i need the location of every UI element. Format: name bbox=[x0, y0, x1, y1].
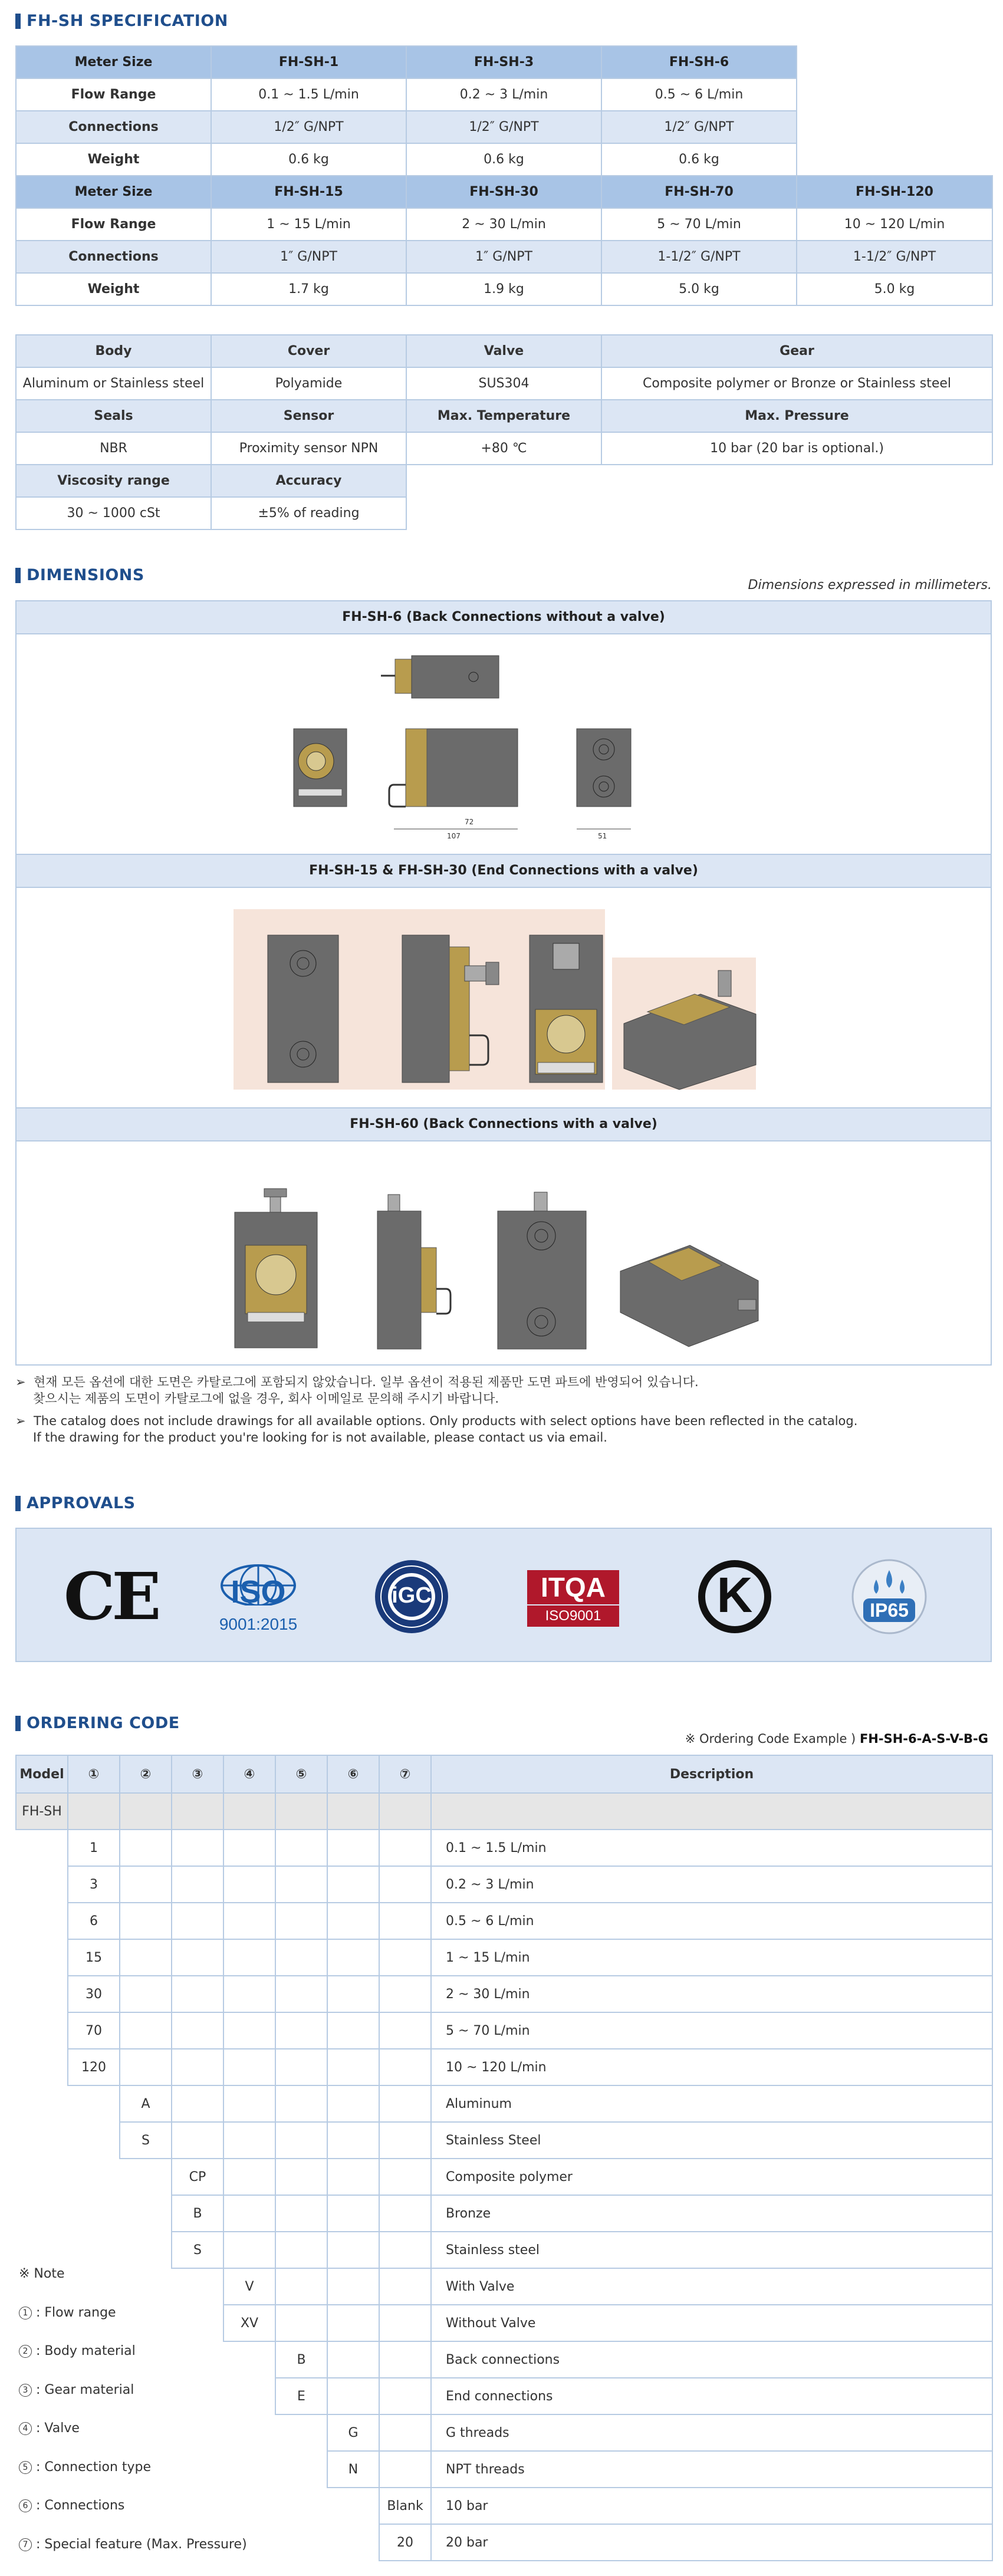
panel-title: FH-SH-15 & FH-SH-30 (End Connections with a valve) bbox=[17, 855, 991, 888]
dimensions-section-title: DIMENSIONS bbox=[15, 566, 144, 584]
table-cell: 1.9 kg bbox=[406, 273, 601, 305]
table-cell: Max. Temperature bbox=[406, 400, 601, 432]
table-cell: Description bbox=[431, 1755, 992, 1793]
svg-text:51: 51 bbox=[598, 832, 607, 840]
section-marker bbox=[15, 14, 21, 29]
table-row bbox=[16, 465, 992, 497]
table-cell: 5.0 kg bbox=[797, 273, 992, 305]
table-row: XV Without Valve bbox=[16, 2305, 992, 2341]
note-en: ➢ The catalog does not include drawings for all available options. Only products with select options have been reflected in the catalog. If the drawing for the product you're looking for is not available, please contact us via email. bbox=[15, 1413, 857, 1446]
itqa-logo: ITQA ISO9001 bbox=[527, 1558, 621, 1635]
table-cell: Flow Range bbox=[16, 78, 211, 111]
table-row: 6 0.5 ~ 6 L/min bbox=[16, 1903, 992, 1939]
section-marker bbox=[15, 1496, 21, 1511]
spec-table-models bbox=[15, 45, 993, 306]
table-cell: 10 bar (20 bar is optional.) bbox=[601, 432, 992, 465]
table-cell-empty bbox=[797, 143, 992, 176]
table-row: N NPT threads bbox=[16, 2451, 992, 2488]
table-row bbox=[16, 78, 992, 111]
spec-section-title: FH-SH SPECIFICATION bbox=[15, 12, 228, 30]
table-cell: 5 ~ 70 L/min bbox=[601, 208, 797, 241]
table-row bbox=[16, 111, 992, 143]
table-cell: Composite polymer or Bronze or Stainless steel bbox=[601, 367, 992, 400]
approvals-section-title: APPROVALS bbox=[15, 1494, 136, 1512]
ip65-logo: IP65 bbox=[848, 1558, 930, 1635]
table-cell: FH-SH-15 bbox=[211, 176, 406, 208]
table-row bbox=[16, 400, 992, 432]
table-cell: ⑤ bbox=[275, 1755, 327, 1793]
table-row: B Back connections bbox=[16, 2341, 992, 2378]
table-row: 70 5 ~ 70 L/min bbox=[16, 2012, 992, 2049]
table-row bbox=[16, 143, 992, 176]
table-cell-empty bbox=[601, 497, 992, 529]
note-item: 5 : Connection type bbox=[19, 2460, 247, 2499]
ordering-section-title: ORDERING CODE bbox=[15, 1714, 180, 1732]
table-row bbox=[16, 367, 992, 400]
table-cell: ② bbox=[120, 1755, 172, 1793]
table-row: V With Valve bbox=[16, 2268, 992, 2305]
table-row bbox=[16, 46, 992, 78]
table-cell: 1″ G/NPT bbox=[406, 241, 601, 273]
kc-mark-logo: K bbox=[693, 1558, 776, 1635]
ordering-code-example: ※ Ordering Code Example ) FH-SH-6-A-S-V-B-G bbox=[685, 1732, 988, 1746]
table-row: 3 0.2 ~ 3 L/min bbox=[16, 1866, 992, 1903]
spec-table-materials bbox=[15, 334, 993, 530]
drawing-fh-sh-15-30 bbox=[17, 888, 991, 1110]
table-row: B Bronze bbox=[16, 2195, 992, 2232]
water-drops-icon bbox=[848, 1558, 930, 1635]
table-cell: 1/2″ G/NPT bbox=[211, 111, 406, 143]
ordering-note-list bbox=[19, 2267, 247, 2576]
table-cell: 0.6 kg bbox=[406, 143, 601, 176]
table-row: G G threads bbox=[16, 2414, 992, 2451]
note-ko: ➢ 현재 모든 옵션에 대한 도면은 카탈로그에 포함되지 않았습니다. 일부 옵션이 적용된 제품만 도면 파트에 반영되어 있습니다. 찾으시는 제품의 도면이 카탈로그에 없을 경우, 회사 이메일로 문의해 주시기 바랍니다. bbox=[15, 1374, 857, 1407]
table-row bbox=[16, 432, 992, 465]
table-row: Blank 10 bar bbox=[16, 2488, 992, 2524]
table-cell: FH-SH-30 bbox=[406, 176, 601, 208]
table-cell: 0.1 ~ 1.5 L/min bbox=[211, 78, 406, 111]
note-item: 3 : Gear material bbox=[19, 2383, 247, 2422]
table-cell: 0.6 kg bbox=[211, 143, 406, 176]
table-cell: ±5% of reading bbox=[211, 497, 406, 529]
table-cell: Gear bbox=[601, 335, 992, 367]
table-cell: +80 ℃ bbox=[406, 432, 601, 465]
table-cell: Connections bbox=[16, 111, 211, 143]
table-cell-empty bbox=[797, 46, 992, 78]
table-cell: Accuracy bbox=[211, 465, 406, 497]
table-cell-empty bbox=[601, 465, 992, 497]
table-cell: Model bbox=[16, 1755, 68, 1793]
table-cell: 1-1/2″ G/NPT bbox=[797, 241, 992, 273]
table-row: 1 0.1 ~ 1.5 L/min bbox=[16, 1830, 992, 1866]
dimension-panel-fh-sh-6 bbox=[15, 600, 992, 857]
table-cell: ④ bbox=[223, 1755, 275, 1793]
section-marker bbox=[15, 1716, 21, 1731]
drawing-fh-sh-60 bbox=[17, 1141, 991, 1364]
table-cell: Weight bbox=[16, 273, 211, 305]
table-cell: Max. Pressure bbox=[601, 400, 992, 432]
section-marker bbox=[15, 568, 21, 583]
table-cell-empty bbox=[406, 465, 601, 497]
table-row bbox=[16, 273, 992, 305]
note-item: 2 : Body material bbox=[19, 2344, 247, 2383]
table-cell: ① bbox=[68, 1755, 120, 1793]
table-cell: FH-SH-6 bbox=[601, 46, 797, 78]
note-item: 6 : Connections bbox=[19, 2499, 247, 2538]
table-row bbox=[16, 208, 992, 241]
table-row bbox=[16, 335, 992, 367]
table-cell: Weight bbox=[16, 143, 211, 176]
table-row bbox=[16, 497, 992, 529]
table-cell: 30 ~ 1000 cSt bbox=[16, 497, 211, 529]
table-cell: Seals bbox=[16, 400, 211, 432]
table-cell: ⑦ bbox=[379, 1755, 431, 1793]
svg-text:107: 107 bbox=[447, 832, 461, 840]
table-row: CP Composite polymer bbox=[16, 2159, 992, 2195]
table-header-row bbox=[16, 1755, 992, 1793]
iso-9001-logo: ISO 9001:2015 bbox=[211, 1558, 305, 1635]
dimensions-unit-note: Dimensions expressed in millimeters. bbox=[748, 578, 992, 593]
svg-text:72: 72 bbox=[465, 818, 473, 826]
table-row: 30 2 ~ 30 L/min bbox=[16, 1976, 992, 2012]
table-cell: Proximity sensor NPN bbox=[211, 432, 406, 465]
table-row: 15 1 ~ 15 L/min bbox=[16, 1939, 992, 1976]
table-cell: Sensor bbox=[211, 400, 406, 432]
table-cell: FH-SH-120 bbox=[797, 176, 992, 208]
table-row bbox=[16, 176, 992, 208]
table-cell-empty bbox=[797, 111, 992, 143]
table-cell: 1-1/2″ G/NPT bbox=[601, 241, 797, 273]
table-cell: 1″ G/NPT bbox=[211, 241, 406, 273]
table-cell: FH-SH-3 bbox=[406, 46, 601, 78]
table-cell: SUS304 bbox=[406, 367, 601, 400]
table-cell: NBR bbox=[16, 432, 211, 465]
table-cell-empty bbox=[406, 497, 601, 529]
table-cell: 0.5 ~ 6 L/min bbox=[601, 78, 797, 111]
table-cell: Valve bbox=[406, 335, 601, 367]
panel-title: FH-SH-6 (Back Connections without a valve) bbox=[17, 601, 991, 634]
table-cell: Aluminum or Stainless steel bbox=[16, 367, 211, 400]
drawing-fh-sh-6 bbox=[17, 634, 991, 856]
drawing-notes bbox=[15, 1374, 857, 1446]
table-cell: 2 ~ 30 L/min bbox=[406, 208, 601, 241]
table-row bbox=[16, 241, 992, 273]
note-item: 4 : Valve bbox=[19, 2422, 247, 2460]
table-cell: 1/2″ G/NPT bbox=[601, 111, 797, 143]
table-cell: FH-SH-70 bbox=[601, 176, 797, 208]
panel-title: FH-SH-60 (Back Connections with a valve) bbox=[17, 1108, 991, 1141]
table-row: 20 20 bar bbox=[16, 2524, 992, 2561]
table-row: A Aluminum bbox=[16, 2085, 992, 2122]
table-row: S Stainless steel bbox=[16, 2232, 992, 2268]
table-cell: Connections bbox=[16, 241, 211, 273]
table-row: 120 10 ~ 120 L/min bbox=[16, 2049, 992, 2085]
table-row: E End connections bbox=[16, 2378, 992, 2414]
table-cell: FH-SH bbox=[16, 1793, 68, 1830]
ce-mark-logo: CE bbox=[64, 1558, 146, 1635]
table-cell: ⑥ bbox=[327, 1755, 379, 1793]
table-cell: Meter Size bbox=[16, 46, 211, 78]
table-cell: Flow Range bbox=[16, 208, 211, 241]
note-item: 7 : Special feature (Max. Pressure) bbox=[19, 2538, 247, 2576]
table-row: S Stainless Steel bbox=[16, 2122, 992, 2159]
table-cell: 5.0 kg bbox=[601, 273, 797, 305]
table-cell: FH-SH-1 bbox=[211, 46, 406, 78]
table-cell: Viscosity range bbox=[16, 465, 211, 497]
dimension-panel-fh-sh-15-30 bbox=[15, 854, 992, 1111]
approvals-logos bbox=[15, 1528, 992, 1662]
table-cell: 10 ~ 120 L/min bbox=[797, 208, 992, 241]
note-title: ※ Note bbox=[19, 2267, 247, 2306]
table-cell: Body bbox=[16, 335, 211, 367]
table-cell: 1.7 kg bbox=[211, 273, 406, 305]
note-item: 1 : Flow range bbox=[19, 2306, 247, 2345]
table-cell: ③ bbox=[172, 1755, 223, 1793]
table-cell: 0.2 ~ 3 L/min bbox=[406, 78, 601, 111]
table-cell: Cover bbox=[211, 335, 406, 367]
table-cell: 1/2″ G/NPT bbox=[406, 111, 601, 143]
igc-logo: iGC bbox=[370, 1558, 453, 1635]
table-row bbox=[16, 1793, 992, 1830]
dimension-panel-fh-sh-60 bbox=[15, 1107, 992, 1366]
table-cell-empty bbox=[797, 78, 992, 111]
table-cell: Meter Size bbox=[16, 176, 211, 208]
table-cell: Polyamide bbox=[211, 367, 406, 400]
table-cell: 0.6 kg bbox=[601, 143, 797, 176]
table-cell: 1 ~ 15 L/min bbox=[211, 208, 406, 241]
